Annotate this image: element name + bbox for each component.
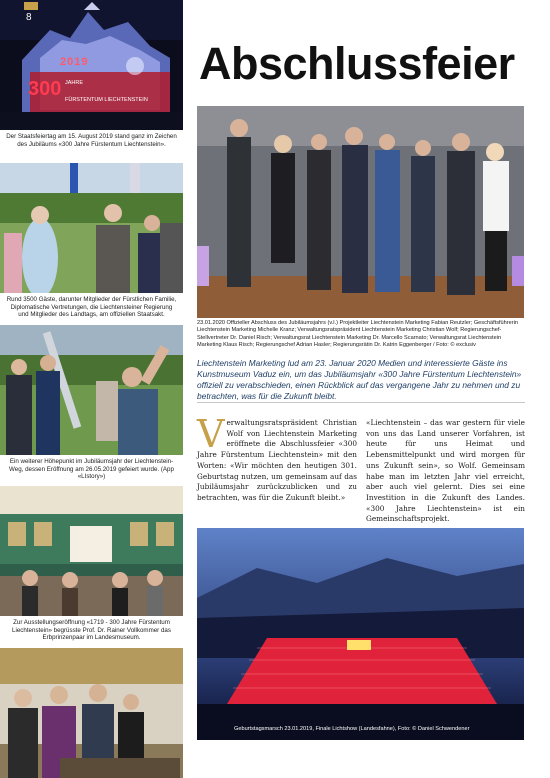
light-show-caption: Geburtstagsmarsch 23.01.2019, Finale Lichtshow (Landesfahne), Foto: © Daniel Schwendener <box>234 726 470 732</box>
liechtenstein-weg-photo <box>0 325 183 455</box>
caption-staatsfeiertag: Der Staatsfeiertag am 15. August 2019 stand ganz im Zeichen des Jubiläums «300 Jahre Fürstentum Liechtenstein». <box>6 133 177 148</box>
castle-night-photo <box>0 0 183 130</box>
castle-projection-fl: FÜRSTENTUM LIECHTENSTEIN <box>65 97 148 103</box>
lead-paragraph: Liechtenstein Marketing lud am 23. Januar 2020 Medien und interessierte Gäste ins Kunstmuseum Vaduz ein, um das Jubiläumsjahr «300 Jahre Fürstentum Liechtenstein» offiziell zu verabschieden, einen Rückblick auf das vergangene Jahr zu nehmen und zu betrachten, was für die Zukunft bleibt. <box>197 358 522 401</box>
page-title: Abschlussfeier <box>199 38 515 89</box>
left-column <box>0 0 183 778</box>
castle-projection-jahre: JAHRE <box>65 80 84 86</box>
body-column-1 <box>197 412 357 504</box>
caption-liechtenstein-weg: Ein weiterer Höhepunkt im Jubiläumsjahr der Liechtenstein-Weg, dessen Eröffnung am 26.05.2019 gefeiert wurde. (App «LIstory») <box>9 458 174 481</box>
body-column-2: «Liechtenstein – das war gestern für viele von uns das Land unserer Vorfahren, ist heute für uns Heimat und Lebensmittelpunkt und wird morgen für uns Zukunft sein», so Wolf. Gemeinsam habe man im letzten Jahr viel erreicht, aber auch viel gelernt. Dies sei eine Investition in die Zukunft des Landes. «300 Jahre Liechtenstein» ist ein Gemeinschaftsprojekt. <box>366 418 525 524</box>
castle-projection-year: 2019 <box>60 56 89 68</box>
light-show-photo <box>197 528 524 740</box>
body-column-1-text: erwaltungsratspräsident Christian Wolf von Liechtenstein Marketing eröffnete die Abschlussfeier «300 Jahre Fürstentum Liechtenstein» mit den Worten: «Wir möchten den heutigen 301. Geburtstag nutzen, um gemeinsam auf das Jubiläumsjahr zurückzublicken und zu betrachten, was für die Zukunft bleibt.» <box>197 418 357 502</box>
divider <box>197 402 525 403</box>
castle-projection-300: 300 <box>28 78 62 100</box>
caption-ausstellung: Zur Ausstellungseröffnung «1719 - 300 Jahre Fürstentum Liechtenstein» begrüsste Prof. Dr. Rainer Vollkommer das Erbprinzenpaar im Landesmuseum. <box>12 619 171 642</box>
group-photo-caption: 23.01.2020 Offizieller Abschluss des Jubiläumsjahrs (v.l.) Projektleiter Liechtenstein Marketing Fabian Reutzler; Geschäftsführerin Liechtenstein Marketing Michelle Kranz; Verwaltungsratspräsident Liechtenstein Marketing Christian Wolf; Regierungschef-Stellvertreter Dr. Daniel Risch; Verwaltungsrat Liechtenstein Marketing Dr. Marcello Scarnato; Verwaltungsrat Liechtenstein Marketing Klaus Risch; Regierungschef Adrian Hasler; Regierungsrätin Dr. Katrin Eggenberger / Foto: © exclusiv <box>197 320 518 349</box>
exhibition-hall-photo <box>0 486 183 616</box>
drop-cap: V <box>197 412 225 456</box>
museum-visit-photo <box>0 648 183 778</box>
group-photo <box>197 106 524 318</box>
state-ceremony-photo <box>0 163 183 293</box>
page-number-marker <box>24 2 38 10</box>
caption-staatsakt: Rund 3500 Gäste, darunter Mitglieder der Fürstlichen Familie, Diplomatische Vertretungen, die Liechtensteiner Regierung und Mitglieder des Landtags, am offiziellen Staatsakt. <box>6 296 177 319</box>
page-number: 8 <box>26 12 32 23</box>
